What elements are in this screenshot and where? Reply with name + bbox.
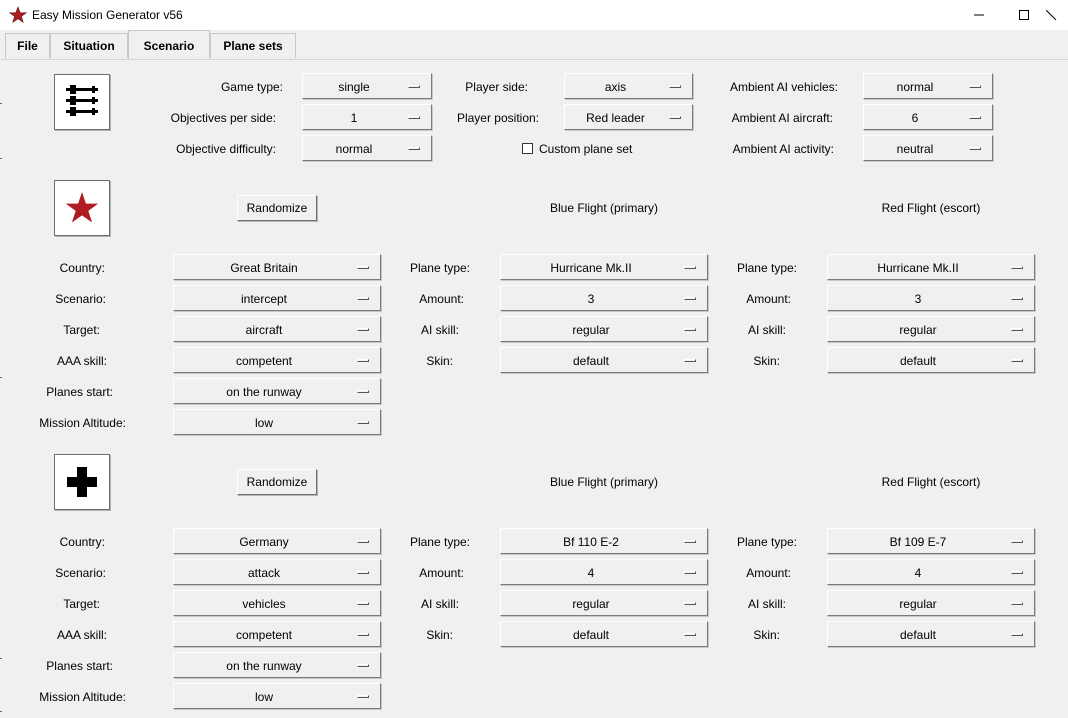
axis-red-amount-value: 4 — [914, 566, 922, 580]
objectives-per-side-label: Objectives per side: — [170, 111, 276, 125]
allies-red-amount-dropdown[interactable] — [827, 285, 1035, 311]
maximize-icon — [1019, 10, 1029, 20]
allies-randomize-button[interactable]: Randomize — [237, 195, 317, 221]
axis-blue-plane-type-value: Bf 110 E-2 — [563, 535, 619, 549]
axis-aaa-skill-label: AAA skill: — [56, 628, 107, 642]
objective-difficulty-value: normal — [335, 142, 373, 156]
dropdown-arrow-icon — [408, 116, 420, 119]
player-side-value: axis — [604, 80, 627, 94]
dropdown-arrow-icon — [357, 633, 369, 636]
axis-red-skin-value: default — [899, 628, 937, 642]
edge-tick — [0, 658, 2, 659]
allies-red-ai-skill-dropdown[interactable] — [827, 316, 1035, 342]
maximize-button[interactable] — [1001, 0, 1047, 30]
player-position-label: Player position: — [456, 111, 539, 125]
axis-red-plane-type-value: Bf 109 E-7 — [889, 535, 947, 549]
allies-target-value: aircraft — [245, 323, 283, 337]
allies-red-ai-skill-value: regular — [899, 323, 937, 337]
allies-red-skin-dropdown[interactable] — [827, 347, 1035, 373]
axis-red-amount-dropdown[interactable] — [827, 559, 1035, 585]
ambient-ai-aircraft-value: 6 — [911, 111, 919, 125]
axis-blue-skin-value: default — [572, 628, 610, 642]
axis-blue-ai-skill-value: regular — [572, 597, 610, 611]
tab-situation[interactable]: Situation — [50, 33, 128, 58]
allies-red-plane-type-dropdown[interactable] — [827, 254, 1035, 280]
custom-plane-set-label: Custom plane set — [539, 142, 633, 156]
axis-aaa-skill-dropdown[interactable] — [173, 621, 381, 647]
allies-blue-plane-type-label: Plane type: — [409, 261, 470, 275]
dropdown-arrow-icon — [1011, 602, 1023, 605]
dropdown-arrow-icon — [357, 695, 369, 698]
dropdown-arrow-icon — [669, 85, 681, 88]
allies-blue-skin-dropdown[interactable] — [500, 347, 708, 373]
axis-red-amount-label: Amount: — [746, 566, 791, 580]
plane-formation-icon — [55, 75, 109, 129]
allies-blue-skin-label: Skin: — [426, 354, 453, 368]
close-button[interactable] — [1046, 0, 1068, 30]
tab-scenario[interactable]: Scenario — [128, 30, 210, 60]
axis-mission-altitude-label: Mission Altitude: — [39, 690, 126, 704]
objectives-per-side-dropdown[interactable] — [302, 104, 432, 130]
player-side-dropdown[interactable] — [564, 73, 693, 99]
ambient-ai-aircraft-dropdown[interactable] — [863, 104, 993, 130]
ambient-ai-aircraft-label: Ambient AI aircraft: — [731, 111, 833, 125]
dropdown-arrow-icon — [1011, 540, 1023, 543]
axis-blue-flight-header: Blue Flight (primary) — [549, 475, 659, 489]
dropdown-arrow-icon — [1011, 328, 1023, 331]
dropdown-arrow-icon — [684, 633, 696, 636]
ambient-ai-vehicles-dropdown[interactable] — [863, 73, 993, 99]
dropdown-arrow-icon — [357, 390, 369, 393]
window-title: Easy Mission Generator v56 — [32, 8, 183, 22]
edge-tick — [0, 158, 2, 159]
allies-red-amount-value: 3 — [914, 292, 922, 306]
dropdown-arrow-icon — [969, 116, 981, 119]
allies-planes-start-value: on the runway — [226, 385, 302, 399]
ambient-ai-activity-label: Ambient AI activity: — [732, 142, 834, 156]
minimize-icon — [974, 10, 984, 20]
dropdown-arrow-icon — [357, 266, 369, 269]
axis-mission-altitude-value: low — [254, 690, 273, 704]
axis-blue-plane-type-label: Plane type: — [409, 535, 470, 549]
allies-red-amount-label: Amount: — [746, 292, 791, 306]
edge-tick — [0, 711, 2, 712]
dropdown-arrow-icon — [357, 297, 369, 300]
allies-mission-altitude-dropdown[interactable] — [173, 409, 381, 435]
dropdown-arrow-icon — [1011, 571, 1023, 574]
allies-blue-ai-skill-label: AI skill: — [420, 323, 459, 337]
dropdown-arrow-icon — [684, 359, 696, 362]
ambient-ai-vehicles-label: Ambient AI vehicles: — [729, 80, 838, 94]
allies-scenario-label: Scenario: — [55, 292, 106, 306]
allies-scenario-dropdown[interactable] — [173, 285, 381, 311]
game-type-value: single — [338, 80, 370, 94]
allies-planes-start-dropdown[interactable] — [173, 378, 381, 404]
allies-red-plane-type-label: Plane type: — [736, 261, 797, 275]
axis-blue-amount-value: 4 — [587, 566, 595, 580]
close-icon — [1046, 10, 1058, 20]
axis-scenario-value: attack — [247, 566, 280, 580]
tab-plane-sets[interactable]: Plane sets — [210, 33, 296, 58]
allies-scenario-value: intercept — [240, 292, 288, 306]
dropdown-arrow-icon — [969, 85, 981, 88]
axis-red-ai-skill-label: AI skill: — [747, 597, 786, 611]
axis-red-skin-dropdown[interactable] — [827, 621, 1035, 647]
axis-red-plane-type-dropdown[interactable] — [827, 528, 1035, 554]
allies-aaa-skill-value: competent — [235, 354, 293, 368]
axis-red-flight-header: Red Flight (escort) — [881, 475, 981, 489]
axis-planes-start-label: Planes start: — [46, 659, 113, 673]
allies-aaa-skill-label: AAA skill: — [56, 354, 107, 368]
player-position-dropdown[interactable] — [564, 104, 693, 130]
tab-file[interactable]: File — [5, 33, 50, 58]
axis-blue-amount-label: Amount: — [419, 566, 464, 580]
axis-blue-ai-skill-label: AI skill: — [420, 597, 459, 611]
dropdown-arrow-icon — [357, 421, 369, 424]
dropdown-arrow-icon — [969, 147, 981, 150]
axis-blue-plane-type-dropdown[interactable] — [500, 528, 708, 554]
axis-aaa-skill-value: competent — [235, 628, 293, 642]
dropdown-arrow-icon — [357, 571, 369, 574]
dropdown-arrow-icon — [684, 297, 696, 300]
axis-country-value: Germany — [239, 535, 289, 549]
game-type-label: Game type: — [220, 80, 283, 94]
allies-blue-plane-type-value: Hurricane Mk.II — [550, 261, 632, 275]
allies-aaa-skill-dropdown[interactable] — [173, 347, 381, 373]
allies-blue-plane-type-dropdown[interactable] — [500, 254, 708, 280]
allies-red-skin-value: default — [899, 354, 937, 368]
dropdown-arrow-icon — [684, 266, 696, 269]
dropdown-arrow-icon — [684, 571, 696, 574]
objectives-per-side-value: 1 — [350, 111, 358, 125]
edge-tick — [0, 103, 2, 104]
allies-blue-amount-dropdown[interactable] — [500, 285, 708, 311]
dropdown-arrow-icon — [357, 602, 369, 605]
allies-blue-ai-skill-value: regular — [572, 323, 610, 337]
allies-country-dropdown[interactable] — [173, 254, 381, 280]
axis-target-dropdown[interactable] — [173, 590, 381, 616]
axis-blue-skin-dropdown[interactable] — [500, 621, 708, 647]
ambient-ai-vehicles-value: normal — [896, 80, 934, 94]
dropdown-arrow-icon — [684, 328, 696, 331]
axis-planes-start-value: on the runway — [226, 659, 302, 673]
red-star-app-icon — [9, 6, 27, 24]
axis-blue-amount-dropdown[interactable] — [500, 559, 708, 585]
allies-mission-altitude-label: Mission Altitude: — [39, 416, 126, 430]
allies-side-icon-box — [54, 180, 110, 236]
allies-planes-start-label: Planes start: — [46, 385, 113, 399]
allies-blue-ai-skill-dropdown[interactable] — [500, 316, 708, 342]
dropdown-arrow-icon — [669, 116, 681, 119]
balkenkreuz-icon — [55, 455, 109, 509]
dropdown-arrow-icon — [1011, 297, 1023, 300]
allies-country-value: Great Britain — [230, 261, 298, 275]
dropdown-arrow-icon — [408, 85, 420, 88]
axis-scenario-label: Scenario: — [55, 566, 106, 580]
axis-target-label: Target: — [63, 597, 100, 611]
game-type-icon-box — [54, 74, 110, 130]
player-position-value: Red leader — [586, 111, 645, 125]
objective-difficulty-dropdown[interactable] — [302, 135, 432, 161]
axis-blue-ai-skill-dropdown[interactable] — [500, 590, 708, 616]
axis-planes-start-dropdown[interactable] — [173, 652, 381, 678]
title-bar — [0, 0, 1068, 30]
axis-red-plane-type-label: Plane type: — [736, 535, 797, 549]
axis-red-ai-skill-dropdown[interactable] — [827, 590, 1035, 616]
allies-red-flight-header: Red Flight (escort) — [881, 201, 981, 215]
axis-mission-altitude-dropdown[interactable] — [173, 683, 381, 709]
allies-mission-altitude-value: low — [254, 416, 273, 430]
objective-difficulty-label: Objective difficulty: — [176, 142, 276, 156]
dropdown-arrow-icon — [684, 540, 696, 543]
allies-blue-amount-value: 3 — [587, 292, 595, 306]
dropdown-arrow-icon — [357, 664, 369, 667]
red-star-icon — [55, 181, 109, 235]
dropdown-arrow-icon — [357, 359, 369, 362]
axis-red-skin-label: Skin: — [753, 628, 780, 642]
ambient-ai-activity-value: neutral — [896, 142, 934, 156]
dropdown-arrow-icon — [684, 602, 696, 605]
allies-red-ai-skill-label: AI skill: — [747, 323, 786, 337]
allies-blue-amount-label: Amount: — [419, 292, 464, 306]
dropdown-arrow-icon — [1011, 359, 1023, 362]
allies-red-skin-label: Skin: — [753, 354, 780, 368]
axis-country-label: Country: — [59, 535, 105, 549]
dropdown-arrow-icon — [1011, 266, 1023, 269]
player-side-label: Player side: — [465, 80, 528, 94]
dropdown-arrow-icon — [1011, 633, 1023, 636]
dropdown-arrow-icon — [408, 147, 420, 150]
dropdown-arrow-icon — [357, 540, 369, 543]
edge-tick — [0, 377, 2, 378]
axis-randomize-button[interactable]: Randomize — [237, 469, 317, 495]
custom-plane-set-checkbox[interactable] — [522, 143, 533, 154]
axis-country-dropdown[interactable] — [173, 528, 381, 554]
axis-red-ai-skill-value: regular — [899, 597, 937, 611]
game-type-dropdown[interactable] — [302, 73, 432, 99]
axis-target-value: vehicles — [242, 597, 286, 611]
axis-side-icon-box — [54, 454, 110, 510]
dropdown-arrow-icon — [357, 328, 369, 331]
allies-blue-skin-value: default — [572, 354, 610, 368]
axis-scenario-dropdown[interactable] — [173, 559, 381, 585]
allies-country-label: Country: — [59, 261, 105, 275]
allies-red-plane-type-value: Hurricane Mk.II — [877, 261, 959, 275]
minimize-button[interactable] — [956, 0, 1002, 30]
allies-target-label: Target: — [63, 323, 100, 337]
allies-target-dropdown[interactable] — [173, 316, 381, 342]
axis-blue-skin-label: Skin: — [426, 628, 453, 642]
allies-blue-flight-header: Blue Flight (primary) — [549, 201, 659, 215]
ambient-ai-activity-dropdown[interactable] — [863, 135, 993, 161]
